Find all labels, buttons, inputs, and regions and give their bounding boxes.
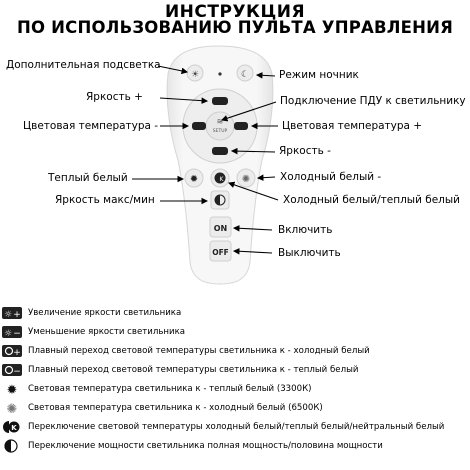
color-temp-down-button[interactable] bbox=[192, 122, 206, 130]
night-mode-button[interactable] bbox=[237, 65, 253, 81]
on-button-label: ON bbox=[213, 224, 228, 233]
color-temp-up-button[interactable] bbox=[234, 122, 248, 130]
wifi-icon: ≋ bbox=[216, 117, 224, 126]
svg-text:+: + bbox=[13, 310, 21, 320]
legend-item-brightness-down bbox=[2, 325, 468, 339]
label-turn-on: Включить bbox=[278, 224, 333, 236]
svg-text:−: − bbox=[13, 329, 21, 339]
sun-minus-icon bbox=[2, 325, 22, 339]
legend-text: Плавный переход световой температуры светильника к - теплый белый bbox=[28, 365, 359, 375]
legend-text: Переключение мощности светильника полная мощность/половина мощности bbox=[28, 441, 383, 451]
svg-text:✺: ✺ bbox=[241, 174, 251, 185]
svg-text:✹: ✹ bbox=[189, 174, 199, 185]
brightness-maxmin-button[interactable] bbox=[211, 191, 229, 209]
svg-text:☼: ☼ bbox=[3, 329, 13, 339]
svg-text:+: + bbox=[13, 348, 21, 358]
cold-warm-toggle-button[interactable] bbox=[211, 169, 229, 187]
cold-sun-icon bbox=[2, 401, 22, 415]
svg-text:✹: ✹ bbox=[6, 383, 18, 396]
half-circle-icon bbox=[2, 439, 22, 453]
k-toggle-icon bbox=[2, 420, 22, 434]
legend-text: Световая температура светильника к - холодный белый (6500К) bbox=[28, 403, 323, 413]
legend-text: Уменьшение яркости светильника bbox=[28, 327, 186, 337]
legend-text: Переключение световой температуры холодный белый/теплый белый/нейтральный белый bbox=[28, 422, 445, 432]
label-color-temp-down: Цветовая температура - bbox=[23, 120, 159, 132]
legend-text: Световая температура светильника к - теплый белый (3300К) bbox=[28, 384, 312, 394]
svg-text:☼: ☼ bbox=[3, 310, 13, 320]
svg-text:☾: ☾ bbox=[240, 70, 250, 80]
legend-item-temp-cold bbox=[2, 344, 468, 358]
setup-button-label: SETUP bbox=[212, 129, 228, 134]
extra-backlight-button[interactable] bbox=[187, 65, 203, 81]
label-cold-warm-white: Холодный белый/теплый белый bbox=[283, 194, 460, 206]
sun-plus-icon bbox=[2, 306, 22, 320]
warm-sun-icon bbox=[2, 382, 22, 396]
temp-transition-warm-icon bbox=[2, 363, 22, 377]
label-cold-white: Холодный белый - bbox=[280, 171, 382, 183]
label-night-mode: Режим ночник bbox=[279, 69, 359, 81]
indicator-dot bbox=[218, 72, 221, 75]
legend-item-half-circle bbox=[2, 439, 468, 453]
label-color-temp-up: Цветовая температура + bbox=[282, 120, 423, 132]
legend-item-cold-sun bbox=[2, 401, 468, 415]
brightness-up-button[interactable] bbox=[212, 97, 228, 105]
svg-text:K: K bbox=[11, 424, 17, 432]
brightness-down-button[interactable] bbox=[212, 147, 228, 155]
label-brightness-down: Яркость - bbox=[279, 145, 331, 157]
svg-text:✺: ✺ bbox=[6, 402, 18, 415]
svg-text:−: − bbox=[13, 367, 21, 377]
cold-white-button[interactable] bbox=[237, 169, 255, 187]
page-subtitle: ПО ИСПОЛЬЗОВАНИЮ ПУЛЬТА УПРАВЛЕНИЯ bbox=[16, 18, 454, 37]
label-warm-white: Теплый белый bbox=[48, 172, 128, 184]
legend-text: Плавный переход световой температуры светильника к - холодный белый bbox=[28, 346, 370, 356]
legend-item-k-toggle bbox=[2, 420, 468, 434]
label-brightness-maxmin: Яркость макс/мин bbox=[55, 194, 155, 206]
label-turn-off: Выключить bbox=[278, 247, 341, 259]
temp-transition-cold-icon bbox=[2, 344, 22, 358]
off-button-label: OFF bbox=[212, 248, 229, 257]
legend-item-warm-sun bbox=[2, 382, 468, 396]
legend-text: Увеличение яркости светильника bbox=[28, 308, 182, 318]
warm-white-button[interactable] bbox=[185, 169, 203, 187]
legend-item-temp-warm bbox=[2, 363, 468, 377]
label-brightness-up: Яркость + bbox=[86, 91, 143, 103]
legend-item-brightness-up bbox=[2, 306, 468, 320]
label-extra-backlight: Дополнительная подсветка bbox=[6, 59, 161, 71]
page-title: ИНСТРУКЦИЯ bbox=[164, 2, 306, 22]
svg-text:K: K bbox=[219, 176, 224, 183]
label-connect-remote: Подключение ПДУ к светильнику bbox=[280, 95, 466, 107]
svg-text:☀: ☀ bbox=[190, 70, 200, 80]
